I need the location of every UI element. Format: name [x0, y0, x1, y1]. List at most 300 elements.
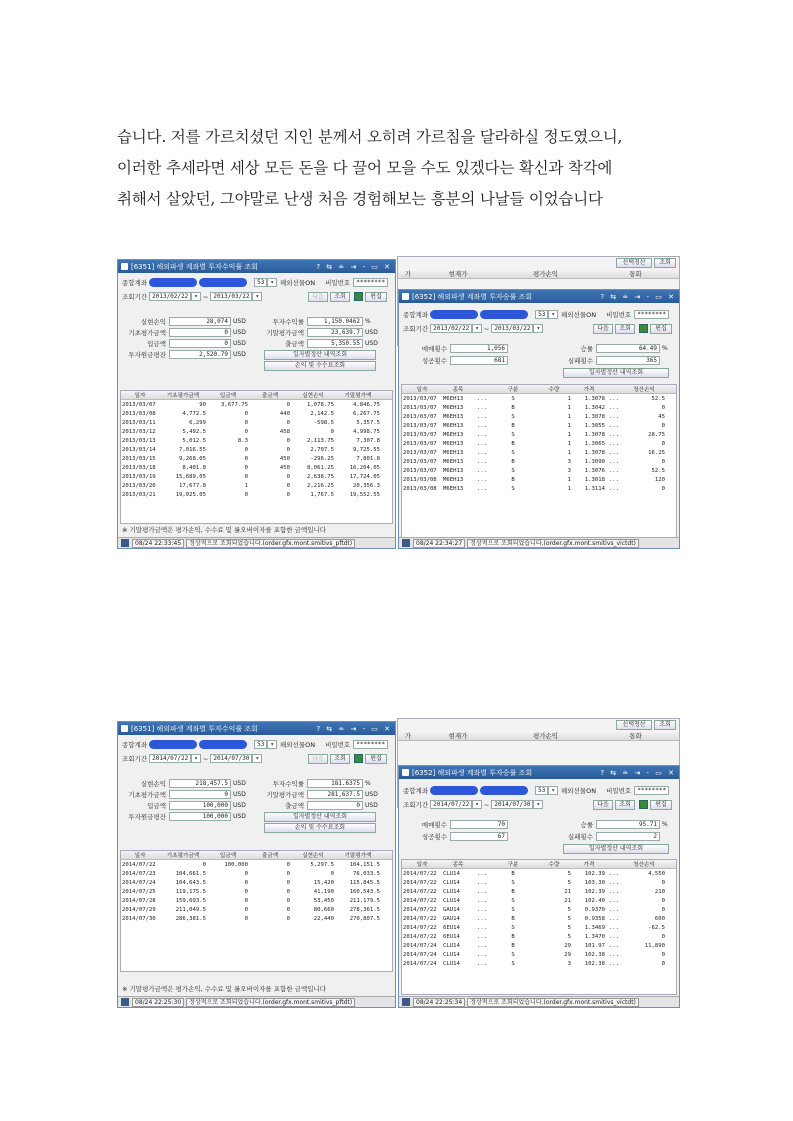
- table-row[interactable]: [402, 941, 676, 950]
- date-from-field[interactable]: 2013/02/22: [149, 292, 191, 301]
- table-cell: 2014/07/25: [122, 888, 156, 895]
- table-row[interactable]: [121, 454, 392, 463]
- account-type: 해외선물ON: [560, 311, 597, 319]
- table-cell: 1: [567, 431, 571, 438]
- table-cell: 1: [567, 485, 571, 492]
- table-cell: 9,725.55: [353, 446, 380, 453]
- period-row: 조회기간 2014/07/22 ▾ ~ 2014/07/30 ▾: [122, 754, 262, 763]
- trade-table: [401, 384, 677, 538]
- table-cell: ...: [608, 413, 620, 420]
- unit: USD: [365, 329, 378, 336]
- table-cell: ...: [608, 942, 620, 949]
- header-cell: 일자: [416, 862, 428, 868]
- excel-icon[interactable]: [639, 324, 648, 333]
- daily-settlement-button[interactable]: 일자별정산 내역조회: [563, 368, 669, 378]
- status-time: 08/24 22:33:45: [132, 539, 184, 548]
- table-cell: S: [511, 924, 515, 931]
- realized-pnl-label: 실현손익: [140, 318, 166, 326]
- table-cell: 0: [661, 879, 665, 886]
- table-cell: 2014/07/30: [122, 915, 156, 922]
- table-cell: 600: [654, 915, 665, 922]
- withdrawal-label: 출금액: [285, 340, 304, 348]
- table-cell: 1.3065: [584, 440, 605, 447]
- table-cell: 1: [567, 440, 571, 447]
- pnl-fee-button[interactable]: 손익 및 수수료조회: [264, 361, 376, 371]
- table-cell: ...: [608, 476, 620, 483]
- table-row[interactable]: [402, 932, 676, 941]
- table-cell: 11,890: [644, 942, 665, 949]
- table-row[interactable]: [402, 457, 676, 466]
- account-suffix-field[interactable]: 53: [254, 740, 267, 749]
- account-label: 종합계좌: [403, 787, 429, 795]
- table-cell: ...: [476, 467, 488, 474]
- table-cell: 2014/07/24: [403, 942, 437, 949]
- status-time: 08/24 22:25:30: [132, 998, 184, 1007]
- calendar-icon[interactable]: ▾: [252, 292, 262, 301]
- table-cell: M6EH13: [443, 395, 464, 402]
- success-count-value: 681: [450, 356, 508, 365]
- table-cell: 0: [286, 491, 290, 498]
- table-cell: 2013/03/07: [403, 440, 437, 447]
- table-cell: 17,677.8: [179, 482, 206, 489]
- table-cell: ...: [608, 485, 620, 492]
- table-row[interactable]: [121, 436, 392, 445]
- table-cell: 0: [661, 404, 665, 411]
- query-button[interactable]: 조회: [330, 292, 350, 302]
- withdrawal-value: 5,350.55: [307, 339, 363, 348]
- table-cell: 100,000: [224, 861, 248, 868]
- header-cell: 입금액: [219, 853, 237, 859]
- table-cell: 17,724.05: [349, 473, 380, 480]
- date-to-field[interactable]: 2013/03/22: [210, 292, 252, 301]
- unit: %: [365, 318, 371, 325]
- avg-principal-label: 투자원금평잔: [128, 813, 166, 821]
- date-to-field[interactable]: 2014/07/30: [210, 754, 252, 763]
- deposit-value: 0: [169, 339, 231, 348]
- table-row[interactable]: [121, 427, 392, 436]
- unit: USD: [233, 802, 246, 809]
- table-cell: 2013/03/07: [403, 467, 437, 474]
- table-cell: 0: [330, 428, 334, 435]
- table-cell: 5: [567, 915, 571, 922]
- table-row[interactable]: [402, 439, 676, 448]
- table-row[interactable]: [121, 896, 392, 905]
- account-label: 종합계좌: [403, 311, 429, 319]
- table-cell: ...: [476, 413, 488, 420]
- table-row[interactable]: [402, 914, 676, 923]
- table-row[interactable]: [121, 445, 392, 454]
- table-cell: ...: [608, 404, 620, 411]
- unit: USD: [233, 340, 246, 347]
- table-cell: 8.3: [237, 437, 248, 444]
- table-row[interactable]: [402, 950, 676, 959]
- table-cell: 270,807.5: [349, 915, 380, 922]
- table-cell: 5: [567, 906, 571, 913]
- table-cell: M6EH13: [443, 422, 464, 429]
- table-cell: 101.97: [584, 942, 605, 949]
- table-cell: 6EU14: [443, 933, 460, 940]
- password-field[interactable]: ********: [634, 786, 669, 795]
- pnl-fee-button[interactable]: 손익 및 수수료조회: [264, 823, 376, 833]
- ending-value-value: 281,637.5: [307, 790, 363, 799]
- table-cell: 1.3076: [584, 467, 605, 474]
- dropdown-arrow-icon[interactable]: ▾: [267, 740, 277, 749]
- table-cell: ...: [608, 431, 620, 438]
- table-cell: 104,643.5: [175, 879, 206, 886]
- table-cell: B: [511, 942, 515, 949]
- bg-header-cell: 가: [404, 270, 412, 278]
- table-cell: 286,381.5: [175, 915, 206, 922]
- account-label: 종합계좌: [122, 741, 148, 749]
- excel-icon[interactable]: [354, 292, 363, 301]
- table-cell: 1: [567, 449, 571, 456]
- daily-settlement-button[interactable]: 일자별정산 내역조회: [264, 812, 376, 822]
- table-cell: B: [511, 422, 515, 429]
- table-cell: 211,179.5: [349, 897, 380, 904]
- calendar-icon[interactable]: ▾: [191, 754, 201, 763]
- edit-button[interactable]: 편집: [650, 324, 672, 334]
- table-cell: ...: [608, 897, 620, 904]
- table-row[interactable]: [121, 869, 392, 878]
- account-type: 해외선물ON: [279, 279, 316, 287]
- next-button[interactable]: 다음: [593, 800, 613, 810]
- table-cell: 1.3469: [584, 924, 605, 931]
- return-rate-label: 투자수익률: [272, 780, 304, 788]
- summary-row: [258, 790, 378, 799]
- calendar-icon[interactable]: ▾: [533, 324, 543, 333]
- table-cell: 4,998.75: [353, 428, 380, 435]
- masked-account-field[interactable]: [430, 310, 478, 319]
- table-cell: 2014/07/22: [122, 861, 156, 868]
- edit-button[interactable]: 편집: [365, 754, 387, 764]
- summary-row: [403, 356, 508, 365]
- win-rate-window: [398, 289, 680, 549]
- next-button[interactable]: 다음: [593, 324, 613, 334]
- table-cell: 119,175.5: [175, 888, 206, 895]
- table-row[interactable]: [121, 418, 392, 427]
- window-controls-icon[interactable]: ? ⇆ ≐ ⇥ - ▭ ✕: [600, 292, 676, 301]
- date-from-field[interactable]: 2014/07/22: [430, 800, 472, 809]
- table-cell: B: [511, 888, 515, 895]
- status-message: 정상적으로 조회되었습니다.(order.gfx.mont.smitivs_pftdt): [186, 998, 355, 1007]
- masked-account-field[interactable]: [149, 278, 197, 287]
- account-suffix-field[interactable]: 53: [535, 310, 548, 319]
- period-row: 조회기간 2014/07/22 ▾ ~ 2014/07/30 ▾: [403, 800, 543, 809]
- header-cell: 일자: [134, 853, 146, 859]
- date-from-field[interactable]: 2013/02/22: [430, 324, 472, 333]
- trade-table: [401, 859, 677, 995]
- table-cell: 8,061.25: [307, 464, 334, 471]
- table-row[interactable]: [402, 394, 676, 403]
- table-cell: 0: [244, 897, 248, 904]
- period-row: 조회기간 2013/02/22 ▾ ~ 2013/03/22 ▾: [403, 324, 543, 333]
- table-row[interactable]: [121, 887, 392, 896]
- table-row[interactable]: [121, 490, 392, 499]
- app-logo-icon: [121, 263, 128, 270]
- select-liquidate-button[interactable]: 선택청산: [616, 258, 652, 268]
- table-cell: 2013/03/14: [122, 446, 156, 453]
- table-cell: ...: [476, 404, 488, 411]
- table-row[interactable]: [402, 905, 676, 914]
- table-cell: 0.9370: [584, 906, 605, 913]
- password-field[interactable]: ********: [353, 740, 388, 749]
- withdrawal-value: 0: [307, 801, 363, 810]
- deposit-label: 입금액: [147, 802, 166, 810]
- table-cell: 2014/07/22: [403, 897, 437, 904]
- table-cell: 2014/07/22: [403, 924, 437, 931]
- status-bar: [399, 996, 679, 1007]
- table-cell: 103.30: [584, 879, 605, 886]
- summary-row: [122, 801, 246, 810]
- table-cell: ...: [608, 933, 620, 940]
- table-cell: 0: [244, 419, 248, 426]
- calendar-icon[interactable]: ▾: [472, 800, 482, 809]
- table-row[interactable]: [121, 463, 392, 472]
- table-row[interactable]: [121, 472, 392, 481]
- table-cell: 2013/03/07: [122, 401, 156, 408]
- masked-account-field[interactable]: [430, 786, 478, 795]
- table-row[interactable]: [121, 860, 392, 869]
- table-row[interactable]: [402, 403, 676, 412]
- table-row[interactable]: [402, 475, 676, 484]
- period-label: 조회기간: [122, 293, 148, 301]
- table-cell: 2013/03/07: [403, 422, 437, 429]
- table-cell: ...: [608, 395, 620, 402]
- table-cell: 0: [286, 446, 290, 453]
- account-row: [403, 310, 669, 319]
- title-bar: [399, 766, 679, 779]
- password-label: 비밀번호: [325, 741, 351, 749]
- table-cell: 2014/07/29: [122, 906, 156, 913]
- footnote: ※ 기말평가금액은 평가손익, 수수료 및 롤오버이자를 포함한 금액입니다: [122, 985, 327, 993]
- table-cell: 0: [202, 861, 206, 868]
- base-value-label: 기초평가금액: [128, 791, 166, 799]
- realized-pnl-value: 218,457.5: [169, 779, 231, 788]
- masked-account-field[interactable]: [149, 740, 197, 749]
- account-row: [122, 278, 388, 287]
- table-cell: B: [511, 404, 515, 411]
- summary-row: [258, 317, 371, 326]
- table-cell: ...: [476, 422, 488, 429]
- table-cell: 102.38: [584, 960, 605, 967]
- table-cell: 2013/03/07: [403, 431, 437, 438]
- table-cell: 2013/03/20: [122, 482, 156, 489]
- table-cell: ...: [476, 870, 488, 877]
- app-logo-icon: [402, 293, 409, 300]
- edit-button[interactable]: 편집: [650, 800, 672, 810]
- calendar-icon[interactable]: ▾: [533, 800, 543, 809]
- table-cell: S: [511, 960, 515, 967]
- table-cell: 450: [279, 455, 290, 462]
- table-cell: CLU14: [443, 879, 460, 886]
- window-controls-icon[interactable]: ? ⇆ ≐ ⇥ - ▭ ✕: [600, 768, 676, 777]
- table-row[interactable]: [121, 409, 392, 418]
- table-cell: 4,772.5: [182, 410, 206, 417]
- table-row[interactable]: [402, 430, 676, 439]
- query-button[interactable]: 조회: [615, 324, 635, 334]
- status-icon: [121, 539, 129, 547]
- status-time: 08/24 22:25:34: [413, 998, 465, 1007]
- table-cell: 2014/07/22: [403, 906, 437, 913]
- next-button[interactable]: 다음: [308, 292, 328, 302]
- date-to-field[interactable]: 2014/07/30: [491, 800, 533, 809]
- table-cell: 2013/03/07: [403, 404, 437, 411]
- query-button[interactable]: 조회: [330, 754, 350, 764]
- table-cell: S: [511, 449, 515, 456]
- table-row[interactable]: [121, 914, 392, 923]
- status-message: 정상적으로 조회되었습니다.(order.gfx.mont.smitivs_victdt): [467, 998, 639, 1007]
- status-bar: [118, 996, 395, 1007]
- table-cell: CLU14: [443, 942, 460, 949]
- masked-account-field[interactable]: [480, 310, 528, 319]
- table-cell: 5: [567, 870, 571, 877]
- table-cell: ...: [476, 395, 488, 402]
- base-value-label: 기초평가금액: [128, 329, 166, 337]
- account-suffix-field[interactable]: 53: [535, 786, 548, 795]
- header-cell: 출금액: [261, 853, 279, 859]
- table-cell: 0: [244, 906, 248, 913]
- dropdown-arrow-icon[interactable]: ▾: [548, 310, 558, 319]
- table-row[interactable]: [121, 905, 392, 914]
- select-liquidate-button[interactable]: 선택청산: [616, 720, 652, 730]
- table-cell: CLU14: [443, 951, 460, 958]
- table-cell: 16,204.05: [349, 464, 380, 471]
- table-row[interactable]: [402, 878, 676, 887]
- header-cell: 종목: [452, 387, 464, 393]
- table-row[interactable]: [402, 896, 676, 905]
- table-cell: ...: [476, 888, 488, 895]
- trade-count-value: 70: [450, 820, 508, 829]
- table-cell: 2,113.75: [307, 437, 334, 444]
- window-controls-icon[interactable]: ? ⇆ ≐ ⇥ - ▭ ✕: [316, 724, 392, 733]
- table-row[interactable]: [121, 878, 392, 887]
- unit: USD: [233, 791, 246, 798]
- excel-icon[interactable]: [354, 754, 363, 763]
- table-cell: 2014/07/22: [403, 879, 437, 886]
- table-cell: 2014/07/23: [122, 870, 156, 877]
- calendar-icon[interactable]: ▾: [252, 754, 262, 763]
- table-header: [121, 851, 392, 860]
- table-cell: 2014/07/24: [403, 951, 437, 958]
- table-cell: CLU14: [443, 888, 460, 895]
- table-cell: 29: [564, 942, 571, 949]
- period-label: 조회기간: [122, 755, 148, 763]
- account-row: [403, 786, 669, 795]
- table-row[interactable]: [121, 400, 392, 409]
- table-row[interactable]: [402, 923, 676, 932]
- date-from-field[interactable]: 2014/07/22: [149, 754, 191, 763]
- win-rate-window: [398, 765, 680, 1008]
- dropdown-arrow-icon[interactable]: ▾: [267, 278, 277, 287]
- table-cell: 104,661.5: [175, 870, 206, 877]
- table-row[interactable]: [402, 412, 676, 421]
- table-cell: 15,420: [313, 879, 334, 886]
- unit: USD: [233, 813, 246, 820]
- summary-row: [403, 832, 508, 841]
- masked-account-field[interactable]: [199, 278, 247, 287]
- table-cell: 104,151.5: [349, 861, 380, 868]
- table-cell: 53,450: [313, 897, 334, 904]
- table-cell: 0: [286, 906, 290, 913]
- header-cell: 일자: [416, 387, 428, 393]
- window-title: [6352] 해외파생 계좌별 투자승률 조회: [412, 768, 533, 777]
- password-label: 비밀번호: [606, 311, 632, 319]
- table-cell: 22,440: [313, 915, 334, 922]
- table-row[interactable]: [402, 959, 676, 968]
- account-suffix-field[interactable]: 53: [254, 278, 267, 287]
- unit: USD: [233, 329, 246, 336]
- bg-header-cell: 통화: [629, 732, 642, 740]
- status-icon: [402, 998, 410, 1006]
- summary-row: [549, 820, 668, 829]
- summary-row: [122, 339, 246, 348]
- masked-account-field[interactable]: [480, 786, 528, 795]
- table-row[interactable]: [121, 481, 392, 490]
- fail-count-value: 365: [596, 356, 660, 365]
- excel-icon[interactable]: [639, 800, 648, 809]
- table-cell: 5,357.5: [356, 419, 380, 426]
- success-count-label: 성공횟수: [421, 833, 447, 841]
- table-row[interactable]: [402, 869, 676, 878]
- daily-settlement-button[interactable]: 일자별정산 내역조회: [264, 350, 376, 360]
- table-cell: 7,016.55: [179, 446, 206, 453]
- query-button[interactable]: 조회: [615, 800, 635, 810]
- password-label: 비밀번호: [606, 787, 632, 795]
- masked-account-field[interactable]: [199, 740, 247, 749]
- table-cell: 21: [564, 897, 571, 904]
- calendar-icon[interactable]: ▾: [191, 292, 201, 301]
- table-cell: 6,299: [189, 419, 206, 426]
- table-header: [402, 385, 676, 394]
- table-cell: 0: [661, 933, 665, 940]
- window-controls-icon[interactable]: ? ⇆ ≐ ⇥ - ▭ ✕: [316, 262, 392, 271]
- table-cell: S: [511, 879, 515, 886]
- unit: %: [365, 780, 371, 787]
- bg-query-button[interactable]: 조회: [654, 258, 676, 268]
- bg-query-button[interactable]: 조회: [654, 720, 676, 730]
- table-cell: 4,550: [648, 870, 665, 877]
- password-field[interactable]: ********: [353, 278, 388, 287]
- avg-principal-value: 100,000: [169, 812, 231, 821]
- return-rate-value: 1,150.0462: [307, 317, 363, 326]
- table-cell: S: [511, 395, 515, 402]
- table-cell: 1: [567, 476, 571, 483]
- table-cell: 0: [661, 458, 665, 465]
- next-button[interactable]: 다음: [308, 754, 328, 764]
- edit-button[interactable]: 편집: [365, 292, 387, 302]
- table-cell: B: [511, 476, 515, 483]
- table-row[interactable]: [402, 484, 676, 493]
- withdrawal-label: 출금액: [285, 802, 304, 810]
- date-to-field[interactable]: 2013/03/22: [491, 324, 533, 333]
- table-cell: B: [511, 458, 515, 465]
- calendar-icon[interactable]: ▾: [472, 324, 482, 333]
- status-bar: [399, 537, 679, 548]
- table-cell: ...: [476, 476, 488, 483]
- bg-header-cell: 현재가: [448, 270, 468, 278]
- table-cell: ...: [608, 467, 620, 474]
- header-cell: 실현손익: [302, 853, 324, 859]
- table-cell: M6EH13: [443, 413, 464, 420]
- password-field[interactable]: ********: [634, 310, 669, 319]
- dropdown-arrow-icon[interactable]: ▾: [548, 786, 558, 795]
- table-row[interactable]: [402, 448, 676, 457]
- table-row[interactable]: [402, 421, 676, 430]
- daily-settlement-button[interactable]: 일자별정산 내역조회: [563, 844, 669, 854]
- table-row[interactable]: [402, 466, 676, 475]
- table-row[interactable]: [402, 887, 676, 896]
- table-cell: 7,801.8: [356, 455, 380, 462]
